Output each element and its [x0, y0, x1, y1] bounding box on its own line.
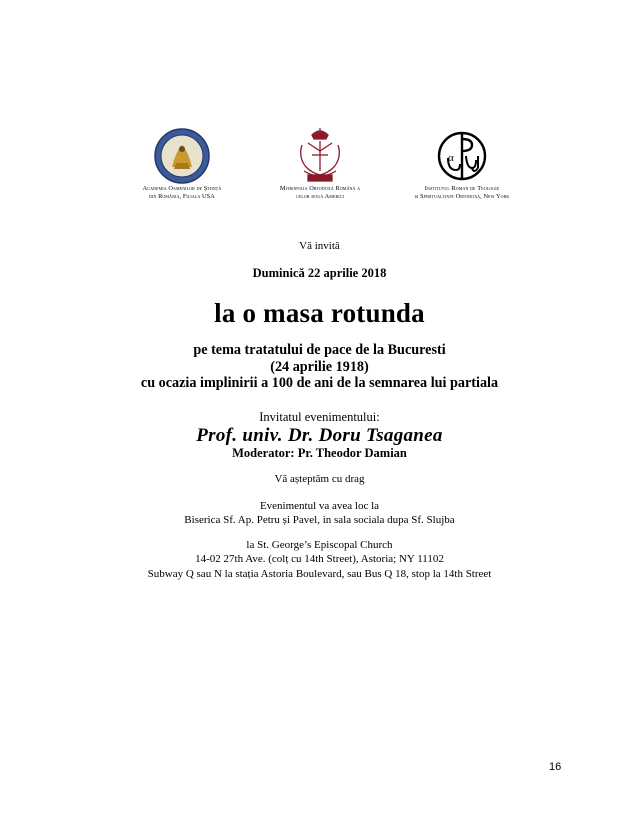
- academy-seal-icon: [152, 127, 212, 185]
- logo-institute: [388, 125, 536, 201]
- guest-label: Invitatul evenimentului:: [259, 409, 380, 424]
- logo-metropolis: [250, 125, 390, 201]
- event-location-block: [0, 499, 639, 528]
- event-date: Duminică 22 aprilie 2018: [252, 266, 387, 280]
- va-invita-text: Vă invită: [299, 240, 340, 252]
- topic-line: pe tema tratatului de pace de la Bucuresti: [193, 342, 446, 358]
- caption-line: Institutul Roman de Teologie: [424, 185, 500, 192]
- church-line: la St. George’s Episcopal Church: [246, 538, 393, 551]
- caption-line: celor două Americi: [296, 193, 344, 200]
- guest-name: Prof. univ. Dr. Doru Tsaganea: [196, 424, 443, 446]
- institute-caption: [388, 185, 536, 201]
- topic-line: cu ocazia implinirii a 100 de ani de la semnarea lui partiala: [140, 375, 499, 391]
- page-number: 16: [549, 761, 562, 773]
- church-line: 14-02 27th Ave. (colț cu 14th Street), Astoria; NY 11102: [195, 553, 444, 565]
- invitation-body: [0, 240, 639, 581]
- event-line: Biserica Sf. Ap. Petru și Pavel, in sala sociala dupa Sf. Slujba: [184, 514, 455, 526]
- metropolis-caption: [250, 185, 390, 201]
- academy-caption: [112, 185, 252, 201]
- caption-line: și Spiritualitate Ortodoxă, New York: [414, 193, 510, 200]
- headline: la o masa rotunda: [214, 298, 425, 328]
- welcome-text: Vă așteptăm cu drag: [274, 472, 365, 485]
- topic-line: (24 aprilie 1918): [270, 358, 369, 375]
- logo-academy: [112, 125, 252, 201]
- church-line: Subway Q sau N la stația Astoria Boulevard, sau Bus Q 18, stop la 14th Street: [147, 567, 492, 580]
- caption-line: Academia Oamenilor de Știință: [142, 185, 222, 192]
- topic-block: [0, 342, 639, 392]
- moderator: Moderator: Pr. Theodor Damian: [232, 445, 407, 460]
- caption-line: Mitropolia Ortodoxă Română a: [279, 185, 361, 192]
- logo-row: [0, 125, 639, 205]
- svg-text:α: α: [448, 152, 454, 164]
- metropolis-crest-icon: [292, 127, 348, 185]
- event-line: Evenimentul va avea loc la: [259, 499, 380, 512]
- institute-chi-rho-icon: [436, 130, 488, 182]
- church-address-block: [0, 538, 639, 582]
- caption-line: din România, Filiala USA: [149, 193, 215, 200]
